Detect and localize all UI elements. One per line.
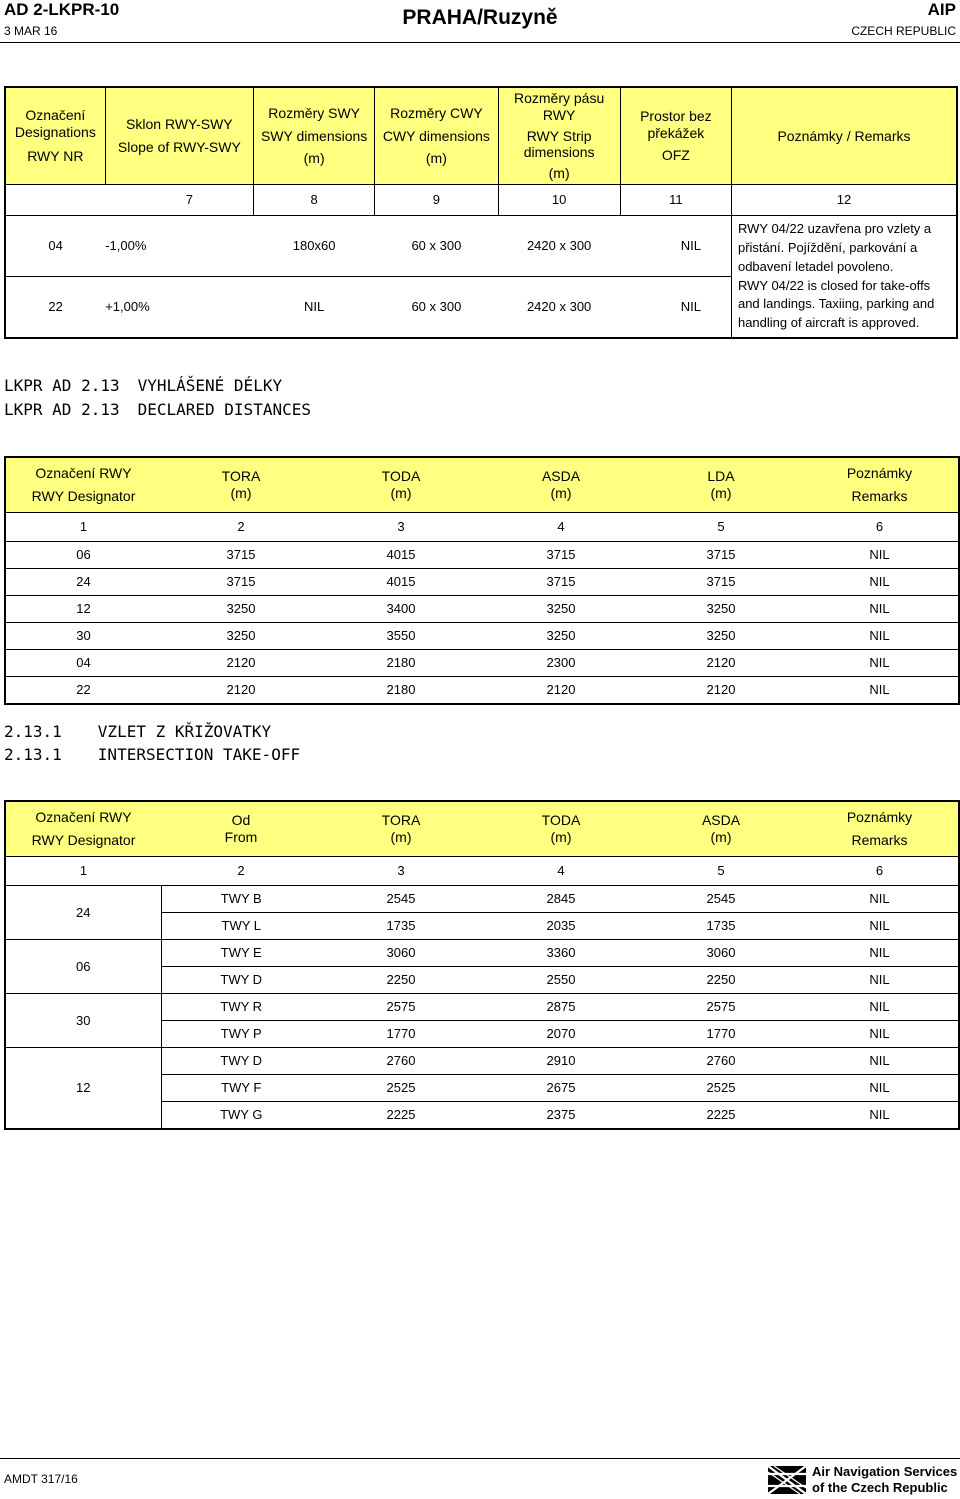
table-cell: NIL: [801, 994, 959, 1021]
remarks-cell: RWY 04/22 uzavřena pro vzlety a přistání. Pojíždění, parkování a odbavení letadel povoleno. RWY 04/22 is closed for take-offs and landings. Taxiing, parking and handling of aircraft is approved.: [731, 216, 957, 339]
table-cell: 2120: [481, 677, 641, 705]
asda-header: ASDA (m): [701, 812, 741, 845]
col-number: 1: [5, 857, 161, 886]
table-cell: NIL: [801, 542, 959, 569]
page-title: PRAHA/Ruzyně: [402, 6, 558, 29]
from-cell: TWY E: [161, 940, 321, 967]
table-row: [5, 216, 957, 277]
cwy-cell: 60 x 300: [411, 238, 462, 254]
table-cell: NIL: [801, 967, 959, 994]
table-cell: NIL: [801, 650, 959, 677]
table-cell: 2070: [481, 1021, 641, 1048]
table-cell: 1735: [641, 913, 801, 940]
table-cell: NIL: [801, 1048, 959, 1075]
intersection-takeoff-table: [4, 800, 960, 1130]
org-name-line2: of the Czech Republic: [812, 1480, 948, 1495]
tora-header: TORA (m): [221, 468, 261, 501]
cwy-cell: 60 x 300: [375, 277, 498, 339]
table-cell: 1735: [321, 913, 481, 940]
table-cell: 2910: [481, 1048, 641, 1075]
table-row: [5, 994, 959, 1021]
rwy-designator-header: Označení RWY RWY Designator: [31, 465, 136, 504]
strip-cell: 2420 x 300: [526, 238, 592, 254]
table-cell: 2120: [161, 677, 321, 705]
table-cell: NIL: [869, 891, 890, 907]
table-cell: 3400: [321, 596, 481, 623]
table-cell: 2120: [641, 650, 801, 677]
header-rule: [0, 42, 960, 43]
table-cell: 3715: [481, 542, 641, 569]
swy-cell: NIL: [254, 277, 375, 339]
col-number: 8: [254, 185, 375, 216]
table-cell: 2845: [546, 891, 576, 907]
table-header-row: [5, 801, 959, 857]
slope-header: Sklon RWY-SWY Slope of RWY-SWY: [105, 87, 253, 185]
column-number-row: [5, 513, 959, 542]
table-cell: 22: [5, 677, 161, 705]
table-cell: 3250: [161, 596, 321, 623]
col-number: 2: [161, 513, 321, 542]
col-number: 2: [161, 857, 321, 886]
from-cell: TWY D: [161, 1048, 321, 1075]
table-cell: 3250: [161, 623, 321, 650]
runway-characteristics-table: [4, 86, 958, 339]
table-cell: 2545: [706, 891, 736, 907]
table-cell: NIL: [801, 940, 959, 967]
table-cell: 12: [5, 596, 161, 623]
from-cell: TWY R: [161, 994, 321, 1021]
table-cell: 06: [5, 542, 161, 569]
section-heading-en: LKPR AD 2.13 DECLARED DISTANCES: [4, 400, 311, 419]
table-cell: 3360: [481, 940, 641, 967]
table-cell: 1770: [321, 1021, 481, 1048]
cwy-header: Rozměry CWY CWY dimensions (m): [375, 87, 498, 185]
lda-header: LDA (m): [707, 468, 735, 501]
table-cell: NIL: [801, 596, 959, 623]
table-row: [5, 569, 959, 596]
table-cell: 2180: [321, 650, 481, 677]
table-cell: NIL: [801, 1075, 959, 1102]
ofz-cell: NIL: [680, 238, 701, 254]
tora-header: TORA (m): [381, 812, 421, 845]
ofz-header: Prostor bez překážek OFZ: [620, 87, 731, 185]
swy-cell: 180x60: [292, 238, 336, 254]
table-cell: 2375: [481, 1102, 641, 1130]
declared-distances-table: [4, 456, 960, 705]
table-cell: NIL: [801, 913, 959, 940]
remarks-header: Poznámky / Remarks: [731, 87, 957, 185]
table-cell: 2250: [321, 967, 481, 994]
table-cell: 2250: [641, 967, 801, 994]
table-cell: 2120: [161, 650, 321, 677]
rwy-cell: 04: [48, 238, 63, 254]
slope-cell: +1,00%: [105, 277, 253, 339]
table-cell: 2525: [321, 1075, 481, 1102]
strip-header: Rozměry pásu RWY RWY Strip dimensions (m): [498, 87, 620, 185]
table-row: [5, 596, 959, 623]
intersection-takeoff-body: [5, 886, 959, 1130]
section-heading-cz: LKPR AD 2.13 VYHLÁŠENÉ DÉLKY: [4, 376, 283, 395]
table-row: [5, 940, 959, 967]
toda-header: TODA (m): [541, 812, 581, 845]
doc-date: 3 MAR 16: [4, 24, 58, 38]
swy-header: Rozměry SWY SWY dimensions (m): [254, 87, 375, 185]
rwy-designator-header: Označení RWY RWY Designator: [31, 809, 136, 848]
table-cell: 2760: [321, 1048, 481, 1075]
asda-header: ASDA (m): [541, 468, 581, 501]
section-heading-cz: 2.13.1 VZLET Z KŘIŽOVATKY: [4, 722, 272, 741]
publication-label: AIP: [927, 0, 956, 19]
from-header: Od From: [224, 812, 258, 845]
table-cell: 3060: [321, 940, 481, 967]
column-number-row: [5, 185, 957, 216]
table-cell: NIL: [801, 569, 959, 596]
table-cell: 2875: [481, 994, 641, 1021]
table-header-row: [5, 87, 957, 185]
table-cell: 2575: [641, 994, 801, 1021]
rwy-designator-cell: 12: [5, 1048, 161, 1130]
toda-header: TODA (m): [381, 468, 421, 501]
section-heading-en: 2.13.1 INTERSECTION TAKE-OFF: [4, 745, 301, 764]
table-cell: 3715: [481, 569, 641, 596]
table-cell: 3250: [481, 623, 641, 650]
table-cell: 04: [5, 650, 161, 677]
col-number: 5: [641, 513, 801, 542]
table-cell: 3060: [641, 940, 801, 967]
table-cell: 3715: [641, 569, 801, 596]
from-cell: TWY P: [161, 1021, 321, 1048]
col-number: 4: [481, 513, 641, 542]
table-cell: NIL: [801, 623, 959, 650]
col-number: 4: [481, 857, 641, 886]
table-cell: 3250: [641, 596, 801, 623]
col-number: 5: [641, 857, 801, 886]
amendment-label: AMDT 317/16: [4, 1472, 78, 1486]
slope-cell: -1,00%: [105, 238, 147, 254]
table-cell: 3250: [481, 596, 641, 623]
table-cell: 3550: [321, 623, 481, 650]
table-row: [5, 542, 959, 569]
col-number: 11: [620, 185, 731, 216]
from-cell: TWY G: [161, 1102, 321, 1130]
col-number: 10: [498, 185, 620, 216]
table-cell: 3715: [641, 542, 801, 569]
table-header-row: [5, 457, 959, 513]
col-number: 6: [801, 857, 959, 886]
from-cell: TWY B: [220, 891, 262, 907]
table-cell: 3250: [641, 623, 801, 650]
table-row: [5, 650, 959, 677]
table-cell: 2180: [321, 677, 481, 705]
strip-cell: 2420 x 300: [498, 277, 620, 339]
table-cell: 2225: [321, 1102, 481, 1130]
ofz-cell: NIL: [620, 277, 731, 339]
table-cell: 24: [5, 569, 161, 596]
org-name-line1: Air Navigation Services: [812, 1464, 958, 1479]
table-cell: NIL: [801, 1021, 959, 1048]
col-number: 12: [731, 185, 957, 216]
table-row: [5, 1048, 959, 1075]
col-number: 1: [5, 513, 161, 542]
table-cell: 2525: [641, 1075, 801, 1102]
col-number: 6: [801, 513, 959, 542]
column-number-row: [5, 857, 959, 886]
table-cell: 3715: [161, 542, 321, 569]
footer-rule: [0, 1458, 960, 1459]
remarks-header: Poznámky Remarks: [846, 465, 913, 504]
table-cell: 4015: [321, 569, 481, 596]
table-cell: 2035: [481, 913, 641, 940]
table-cell: 1770: [641, 1021, 801, 1048]
rwy-cell: 22: [5, 277, 105, 339]
table-cell: 3715: [161, 569, 321, 596]
table-cell: 2575: [321, 994, 481, 1021]
col-number: 7: [5, 185, 254, 216]
rwy-designator-cell: 06: [5, 940, 161, 994]
doc-id: AD 2-LKPR-10: [4, 0, 120, 19]
table-cell: 30: [5, 623, 161, 650]
country-label: CZECH REPUBLIC: [851, 24, 956, 38]
designations-header: Označení Designations RWY NR: [14, 106, 96, 165]
table-cell: 2760: [641, 1048, 801, 1075]
table-row: [5, 886, 959, 913]
table-cell: 2225: [641, 1102, 801, 1130]
from-cell: TWY D: [161, 967, 321, 994]
from-cell: TWY F: [161, 1075, 321, 1102]
table-cell: NIL: [801, 677, 959, 705]
table-cell: 2675: [481, 1075, 641, 1102]
ansp-logo-icon: [768, 1466, 806, 1499]
col-number: 3: [321, 513, 481, 542]
col-number: 3: [321, 857, 481, 886]
table-cell: 2120: [641, 677, 801, 705]
rwy-designator-cell: 30: [5, 994, 161, 1048]
table-cell: 2550: [481, 967, 641, 994]
table-cell: NIL: [801, 1102, 959, 1130]
remarks-header: Poznámky Remarks: [846, 809, 913, 848]
table-cell: 4015: [321, 542, 481, 569]
col-number: 9: [375, 185, 498, 216]
rwy-designator-cell: 24: [5, 886, 161, 940]
table-row: [5, 677, 959, 705]
declared-distances-body: [5, 542, 959, 705]
from-cell: TWY L: [161, 913, 321, 940]
table-row: [5, 623, 959, 650]
table-cell: 2300: [481, 650, 641, 677]
table-cell: 2545: [386, 891, 416, 907]
